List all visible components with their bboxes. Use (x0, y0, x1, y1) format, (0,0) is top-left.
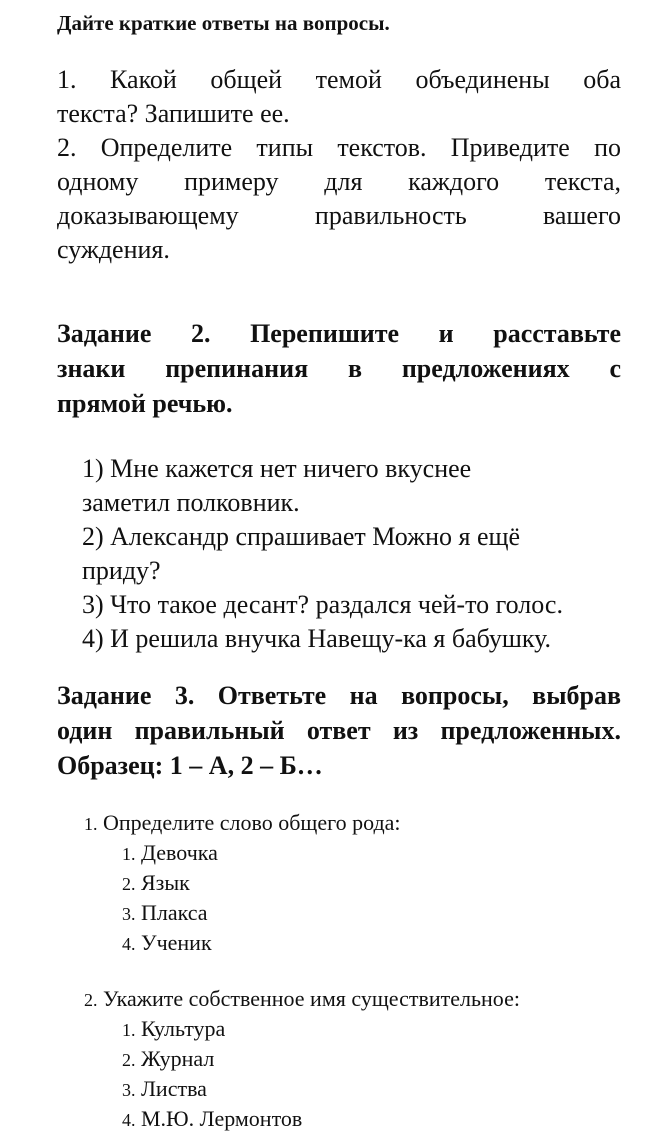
sentence-line: 1) Мне кажется нет ничего вкуснее (82, 454, 472, 483)
option-item (122, 1044, 214, 1075)
intro-heading: Дайте краткие ответы на вопросы. (57, 11, 390, 35)
option-item (122, 868, 190, 899)
option-item (122, 928, 212, 959)
option-text: М.Ю. Лермонтов (141, 1106, 303, 1131)
question-number: 2. (84, 990, 98, 1010)
task-3-question-1 (84, 808, 401, 839)
option-number: 4. (122, 934, 136, 954)
questions-block (57, 63, 621, 267)
option-text: Девочка (141, 840, 218, 865)
task-3-heading-line-2: один правильный ответ из предложенных. (57, 716, 621, 745)
task-2-heading (57, 316, 621, 421)
task-3-heading (57, 678, 621, 783)
question-1-line-1: 1. Какой общей темой объединены оба (57, 65, 621, 94)
task-2-sentences (82, 452, 563, 656)
sentence-line: заметил полковник. (82, 488, 300, 517)
option-number: 2. (122, 874, 136, 894)
option-text: Журнал (141, 1046, 215, 1071)
option-number: 4. (122, 1110, 136, 1130)
option-text: Листва (141, 1076, 207, 1101)
option-item (122, 1104, 302, 1135)
option-item (122, 1014, 225, 1045)
task-2-heading-line-3: прямой речью. (57, 389, 233, 418)
question-2-line-3: доказывающему правильность вашего (57, 201, 621, 230)
question-2-line-4: суждения. (57, 235, 170, 264)
option-number: 1. (122, 844, 136, 864)
question-text: Укажите собственное имя существительное: (103, 986, 520, 1011)
option-number: 3. (122, 904, 136, 924)
question-2-line-1: 2. Определите типы текстов. Приведите по (57, 133, 621, 162)
sentence-line: 4) И решила внучка Навещу-ка я бабушку. (82, 624, 552, 653)
question-number: 1. (84, 814, 98, 834)
question-2-line-2: одному примеру для каждого текста, (57, 167, 621, 196)
option-item (122, 838, 218, 869)
task-3-question-2 (84, 984, 520, 1015)
option-item (122, 1074, 207, 1105)
question-text: Определите слово общего рода: (103, 810, 401, 835)
sentence-line: 2) Александр спрашивает Можно я ещё (82, 522, 521, 551)
option-text: Язык (141, 870, 190, 895)
task-2-heading-line-1: Задание 2. Перепишите и расставьте (57, 319, 621, 348)
task-3-heading-line-1: Задание 3. Ответьте на вопросы, выбрав (57, 681, 621, 710)
sentence-line: приду? (82, 556, 161, 585)
option-number: 2. (122, 1050, 136, 1070)
option-text: Плакса (141, 900, 208, 925)
option-text: Ученик (141, 930, 212, 955)
option-text: Культура (141, 1016, 226, 1041)
task-3-heading-line-3: Образец: 1 – А, 2 – Б… (57, 751, 323, 780)
option-item (122, 898, 208, 929)
question-1-line-2: текста? Запишите ее. (57, 99, 290, 128)
sentence-line: 3) Что такое десант? раздался чей-то голос. (82, 590, 563, 619)
option-number: 1. (122, 1020, 136, 1040)
task-2-heading-line-2: знаки препинания в предложениях с (57, 354, 621, 383)
option-number: 3. (122, 1080, 136, 1100)
